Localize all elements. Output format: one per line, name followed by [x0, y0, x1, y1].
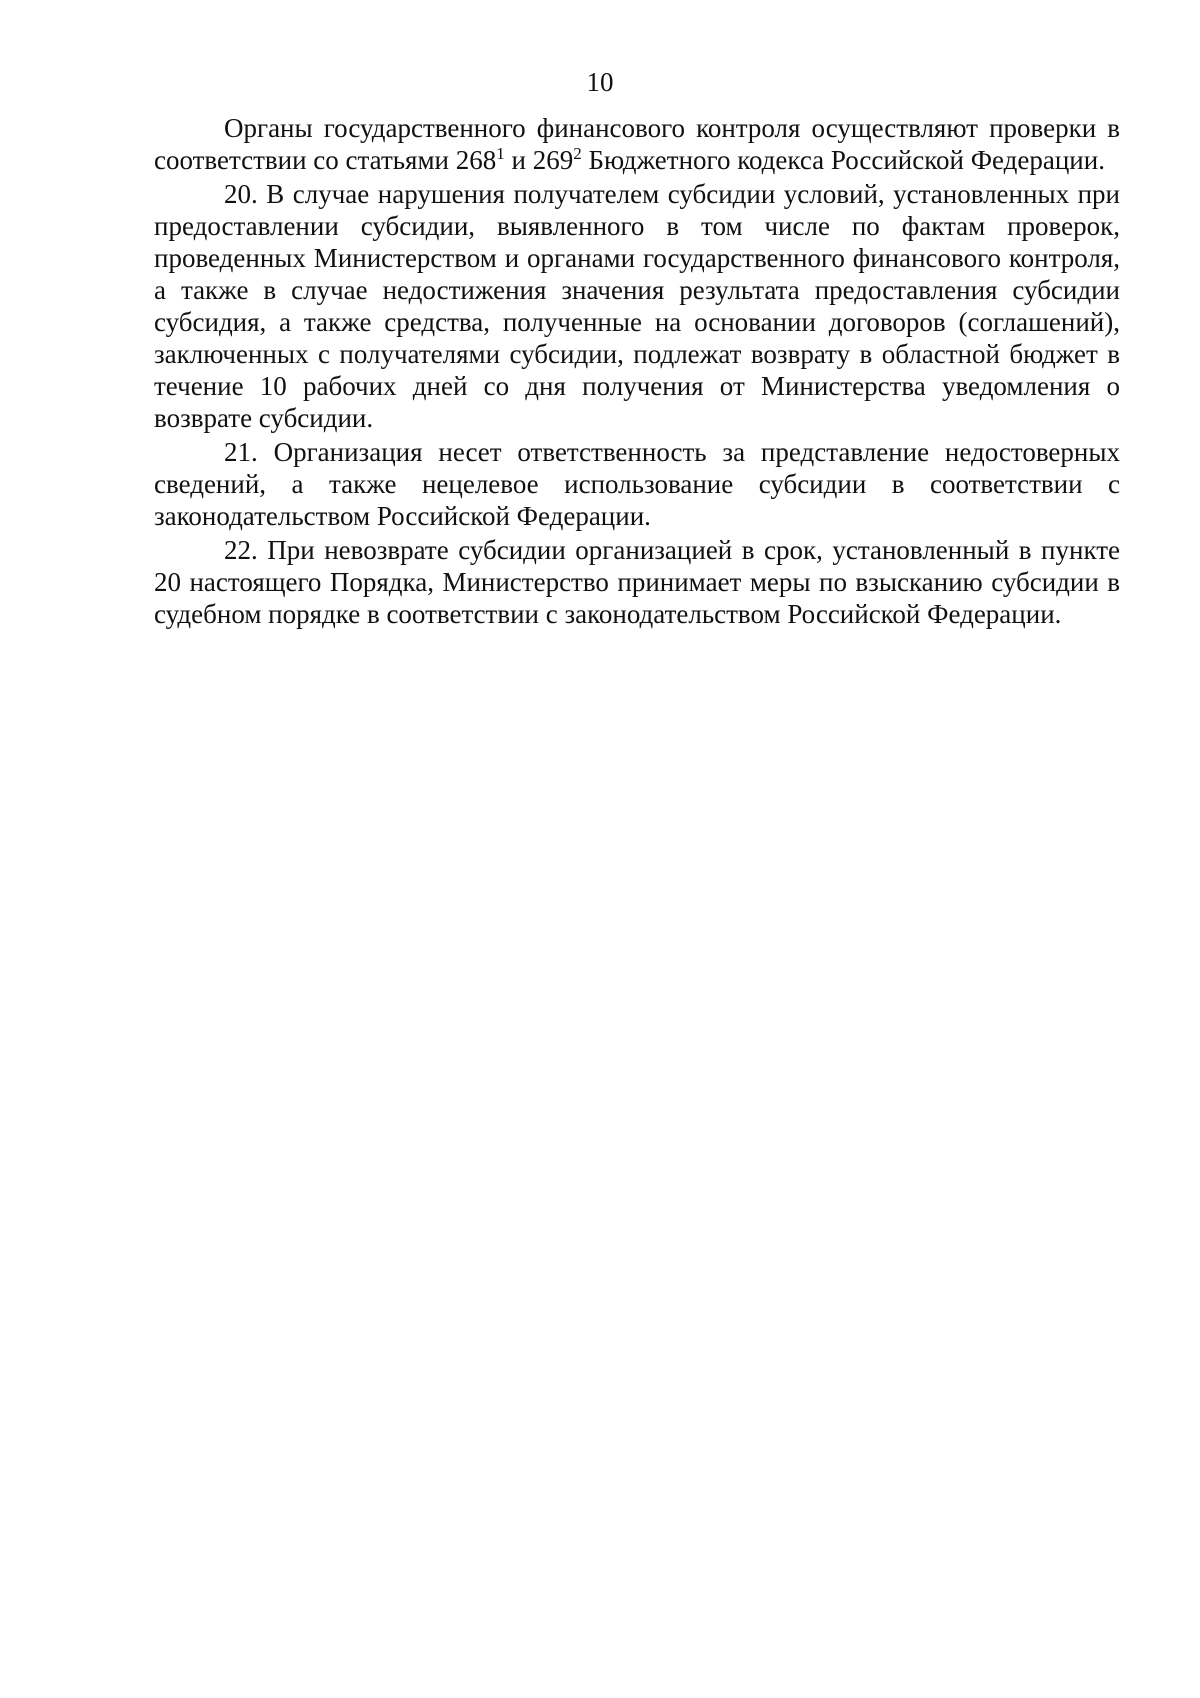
- article-269-superscript: 2: [573, 144, 582, 163]
- paragraph-22: 22. При невозврате субсидии организацией в срок, установленный в пункте 20 настоящего Порядка, Министерство принимает меры по взысканию субсидии в судебном порядке в соответствии с законодательством Российской Федерации.: [154, 535, 1120, 629]
- article-268-superscript: 1: [496, 144, 505, 163]
- page-number: 10: [586, 67, 614, 97]
- paragraph-text-between: и: [504, 145, 533, 175]
- paragraph-financial-control: [154, 112, 1120, 176]
- article-269: 269: [532, 145, 574, 175]
- document-body: [154, 112, 1120, 632]
- article-268: 268: [455, 145, 497, 175]
- paragraph-21: 21. Организация несет ответственность за представление недостоверных сведений, а также нецелевое использование субсидии в соответствии с законодательством Российской Федерации.: [154, 437, 1120, 531]
- paragraph-text-before: Органы государственного финансового контроля осуществляют проверки в соответствии со статьями: [154, 113, 1120, 175]
- paragraph-20: 20. В случае нарушения получателем субсидии условий, установленных при предоставлении субсидии, выявленного в том числе по фактам проверок, проведенных Министерством и органами государственного финансового контроля, а также в случае недостижения значения результата предоставления субсидии субсидия, а также средства, полученные на основании договоров (соглашений), заключенных с получателями субсидии, подлежат возврату в областной бюджет в течение 10 рабочих дней со дня получения от Министерства уведомления о возврате субсидии.: [154, 179, 1120, 433]
- paragraph-text-after: Бюджетного кодекса Российской Федерации.: [581, 145, 1105, 175]
